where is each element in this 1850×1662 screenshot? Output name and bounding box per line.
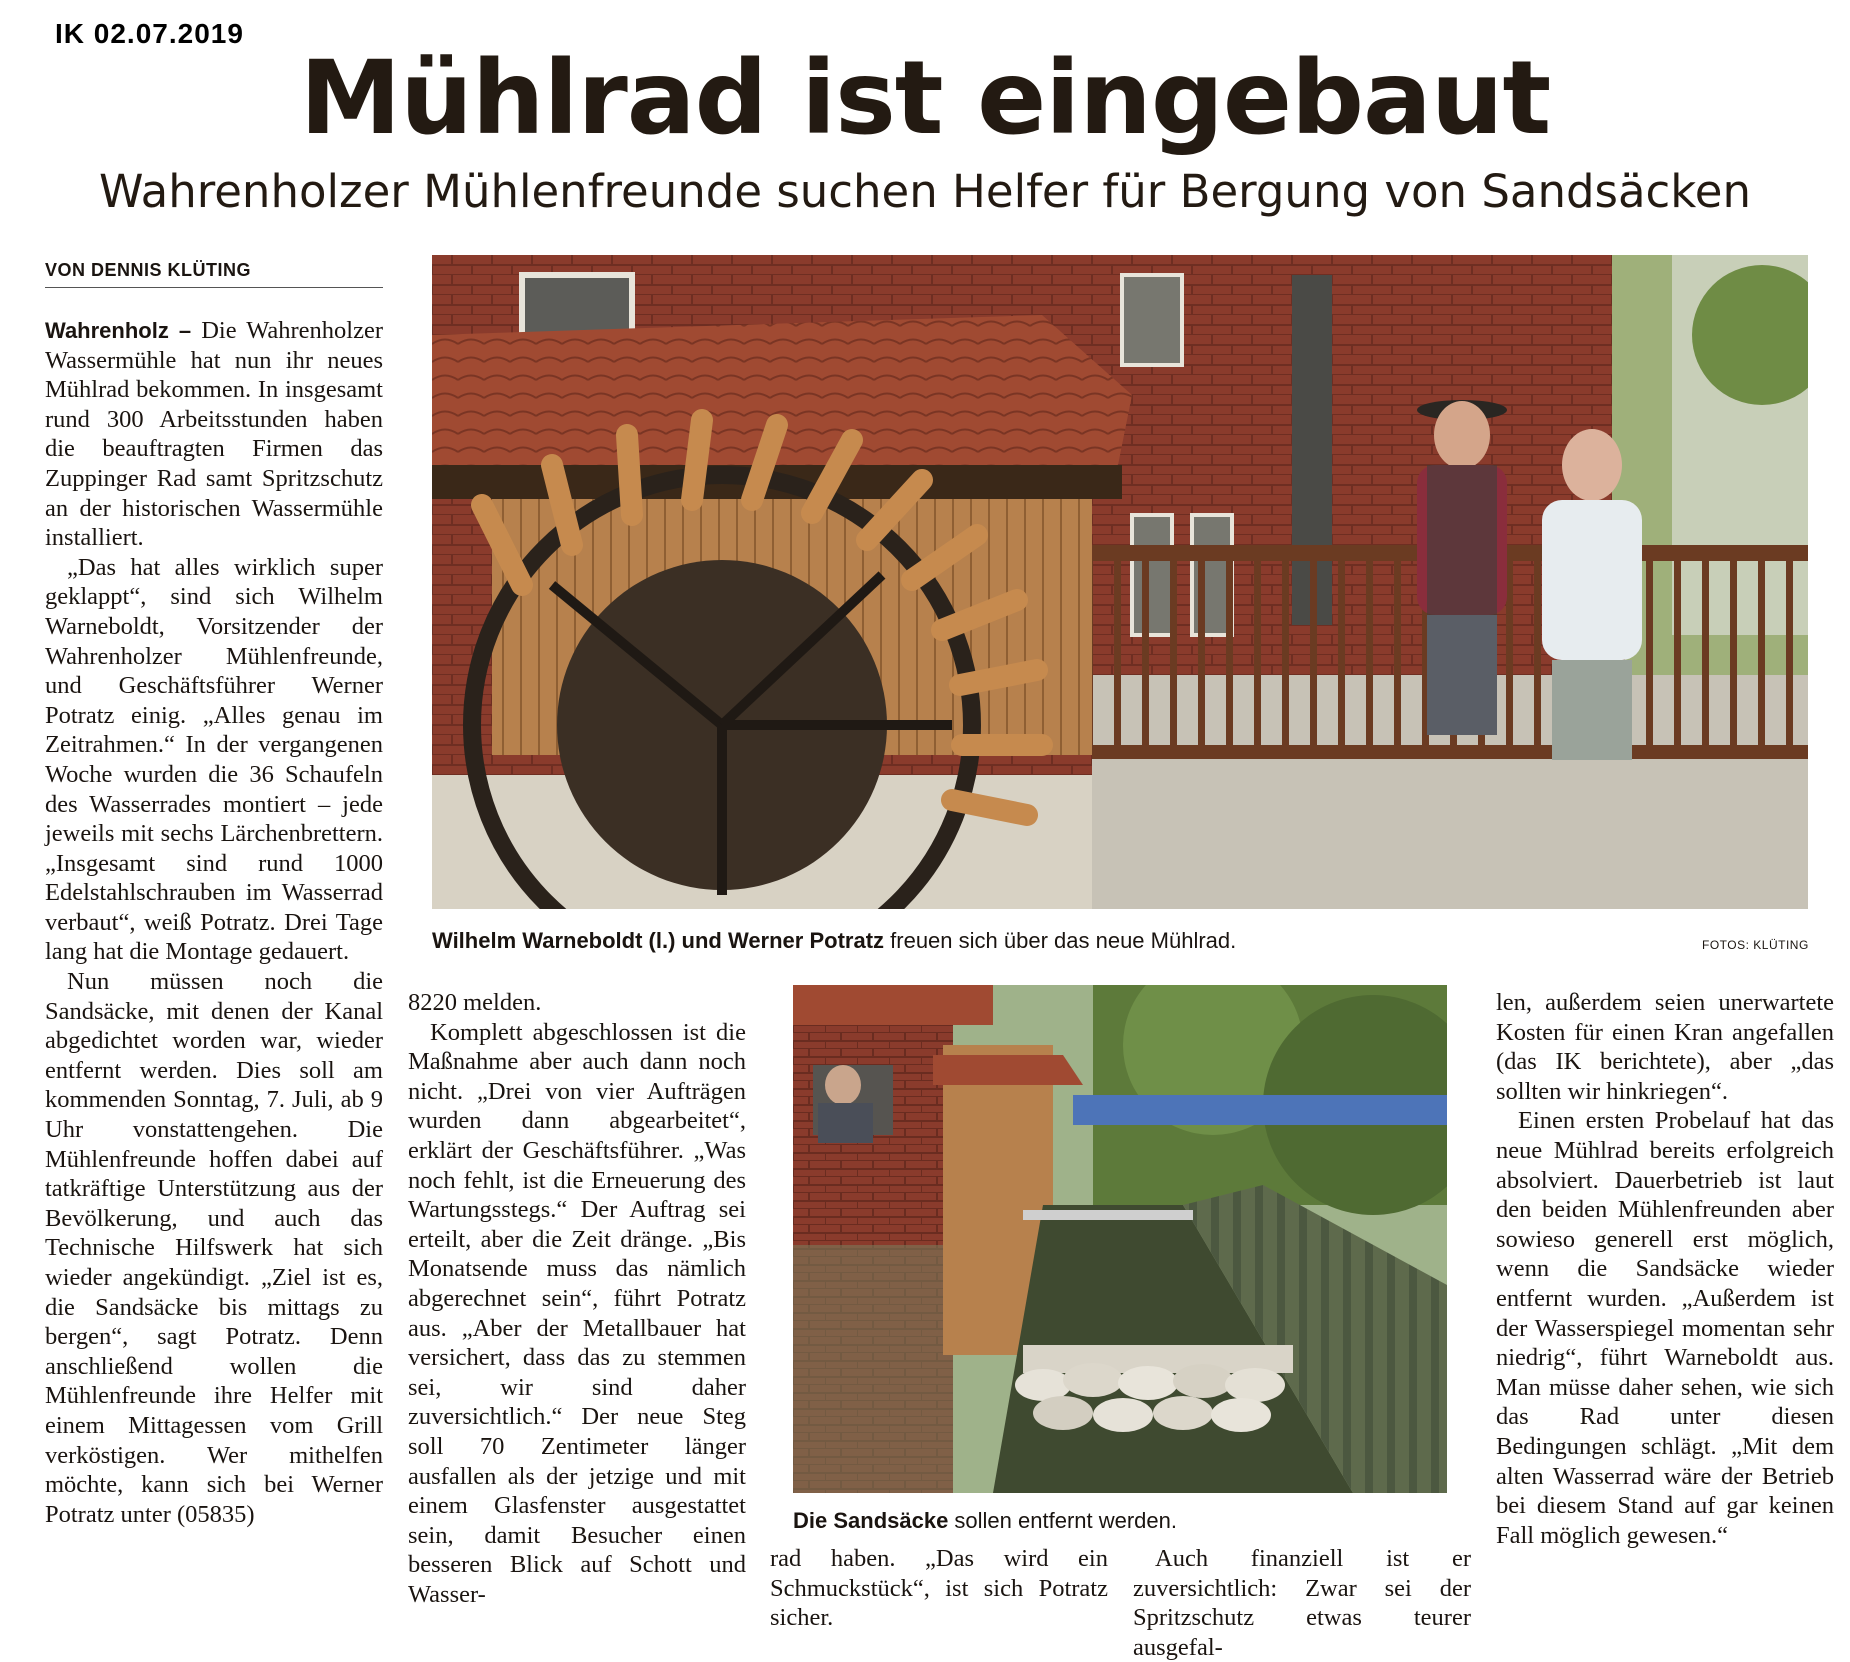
- caption-text: sollen entfernt werden.: [948, 1508, 1178, 1533]
- paragraph: Einen ersten Probelauf hat das neue Mühlrad bereits erfolgreich absolviert. Dauerbetrieb ist laut den beiden Mühlenfreunden aber sowieso generell erst möglich, wenn die Sandsäcke wieder entfernt wurden. „Außerdem ist der Wasserspiegel momentan sehr niedrig“, führt Warneboldt aus. Man müsse daher sehen, wie sich das Rad unter diesen Bedingungen schlägt. „Mit dem alten Wasserrad wäre der Betrieb bei diesem Stand auf gar keinen Fall möglich gewesen.“: [1496, 1107, 1834, 1549]
- paragraph: len, außerdem seien unerwartete Kosten für einen Kran angefallen (das IK berichtete), aber „das sollten wir hinkriegen“.: [1496, 989, 1834, 1105]
- paragraph-text: Die Wahrenholzer Wassermühle hat nun ihr neues Mühlrad bekommen. In insgesamt rund 300 Arbeitsstunden haben die beauftragten Firmen das Zuppinger Rad samt Spritzschutz an der historischen Wassermühle installiert.: [45, 317, 384, 552]
- paragraph: Auch finanziell ist er zuversichtlich: Zwar sei der Spritzschutz etwas teurer ausgefal-: [1133, 1545, 1471, 1661]
- paragraph: Nun müssen noch die Sandsäcke, mit denen der Kanal abgedichtet worden war, wieder entfernt werden. Dies soll am kommenden Sonntag, 7. Juli, ab 9 Uhr vonstattengehen. Die Mühlenfreunde hoffen dabei auf tatkräftige Unterstützung aus der Bevölkerung, und auch das Technische Hilfswerk hat sich wieder angekündigt. „Ziel ist es, die Sandsäcke bis mittags zu bergen“, sagt Potratz. Denn anschließend wollen die Mühlenfreunde ihre Helfer mit einem Mittagessen vom Grill verköstigen. Wer mithelfen möchte, kann sich bei Werner Potratz unter (05835): [45, 968, 383, 1528]
- source-date-label: IK 02.07.2019: [55, 18, 244, 49]
- article-column-5: [1496, 988, 1834, 1550]
- paragraph: „Das hat alles wirklich super geklappt“, sind sich Wilhelm Warneboldt, Vorsitzender der Wahrenholzer Mühlenfreunde, und Geschäftsführer Werner Potratz einig. „Alles genau im Zeitrahmen.“ In der vergangenen Woche wurden die 36 Schaufeln des Wasserrades montiert – jede jeweils mit sechs Lärchenbrettern. „Insgesamt sind rund 1000 Edelstahlschrauben im Wasserrad verbaut“, weiß Potratz. Drei Tage lang hat die Montage gedauert.: [45, 553, 383, 966]
- paragraph: [45, 316, 383, 553]
- photo-caption-2: [793, 1508, 1447, 1534]
- photo-sandbags: [793, 985, 1447, 1493]
- byline: VON DENNIS KLÜTING: [45, 260, 383, 288]
- water-wheel-image: [432, 255, 1808, 909]
- photo-caption-1: [432, 928, 1432, 954]
- article-column-4: [1133, 1544, 1471, 1662]
- photo-water-wheel: [432, 255, 1808, 909]
- photo-credit: FOTOS: KLÜTING: [1702, 938, 1809, 952]
- paragraph: 8220 melden.: [408, 989, 542, 1016]
- sandbags-image: [793, 985, 1447, 1493]
- article-column-3: [770, 1544, 1108, 1633]
- subheadline: Wahrenholzer Mühlenfreunde suchen Helfer für Bergung von Sandsäcken: [99, 165, 1751, 218]
- dateline: Wahrenholz –: [45, 318, 192, 343]
- caption-text: freuen sich über das neue Mühlrad.: [884, 928, 1237, 953]
- paragraph: rad haben. „Das wird ein Schmuckstück“, ist sich Potratz sicher.: [770, 1545, 1108, 1632]
- headline: Mühlrad ist eingebaut: [299, 39, 1551, 158]
- caption-bold: Wilhelm Warneboldt (l.) und Werner Potratz: [432, 928, 885, 953]
- article-column-1: [45, 316, 383, 1529]
- article-column-2: [408, 988, 746, 1609]
- paragraph: Komplett abgeschlossen ist die Maßnahme aber auch dann noch nicht. „Drei von vier Aufträgen wurden dann abgearbeitet“, erklärt der Geschäftsführer. „Was noch fehlt, ist die Erneuerung des Wartungsstegs.“ Der Auftrag sei erteilt, aber die Zeit dränge. „Bis Monatsende muss das nämlich abgerechnet sein“, führt Potratz aus. „Aber der Metallbauer hat versichert, dass das zu stemmen sei, wir sind daher zuversichtlich.“ Der neue Steg soll 70 Zentimeter länger ausfallen als der jetzige und mit einem Glasfenster ausgestattet sein, damit Besucher einen besseren Blick auf Schott und Wasser-: [408, 1018, 746, 1608]
- caption-bold: Die Sandsäcke: [793, 1508, 949, 1533]
